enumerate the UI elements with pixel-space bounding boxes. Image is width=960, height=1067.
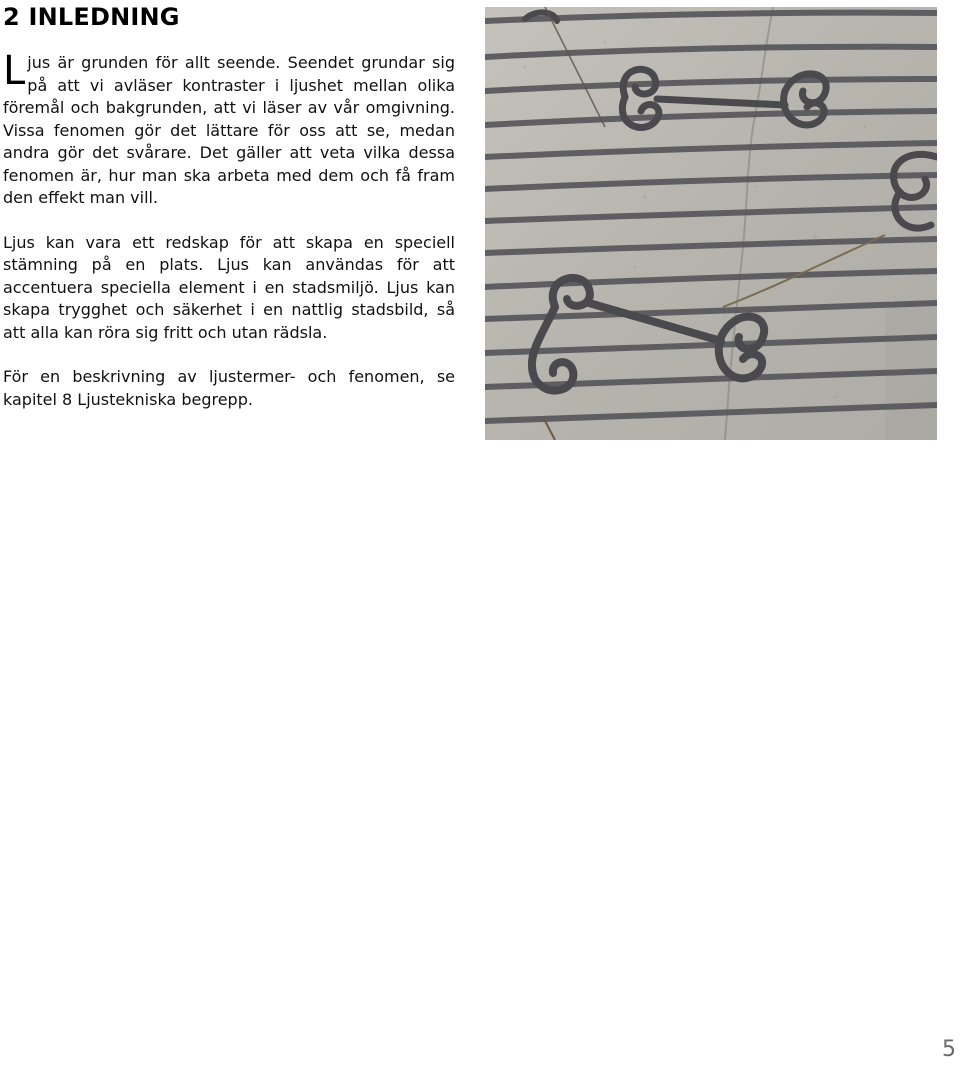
section-heading: 2 INLEDNING xyxy=(3,3,180,31)
drop-cap: L xyxy=(3,48,26,94)
body-text xyxy=(3,48,455,433)
page-number: 5 xyxy=(942,1037,956,1062)
photo-railing-shadow-icon xyxy=(485,7,937,440)
railing-shadow-photo xyxy=(485,7,937,440)
paragraph-reference: För en beskrivning av ljustermer- och fenomen, se kapitel 8 Ljustekniska begrepp. xyxy=(3,367,455,409)
paragraph-light-tool: Ljus kan vara ett redskap för att skapa en speciell stämning på en plats. Ljus kan användas för att accentuera speciella element i en stadsmiljö. Ljus kan skapa trygghet och säkerhet i en nattlig stadsbild, så att alla kan röra sig fritt och utan rädsla. xyxy=(3,232,455,342)
paragraph-intro xyxy=(3,48,455,210)
paragraph-intro-text: jus är grunden för allt seende. Seendet grundar sig på att vi avläser kontraster i ljushet mellan olika föremål och bakgrunden, att vi läser av vår omgivning. Vissa fenomen gör det lättare för oss att se, medan andra gör det svårare. Det gäller att veta vilka dessa fenomen är, hur man ska arbeta med dem och få fram den effekt man vill. xyxy=(3,53,455,207)
